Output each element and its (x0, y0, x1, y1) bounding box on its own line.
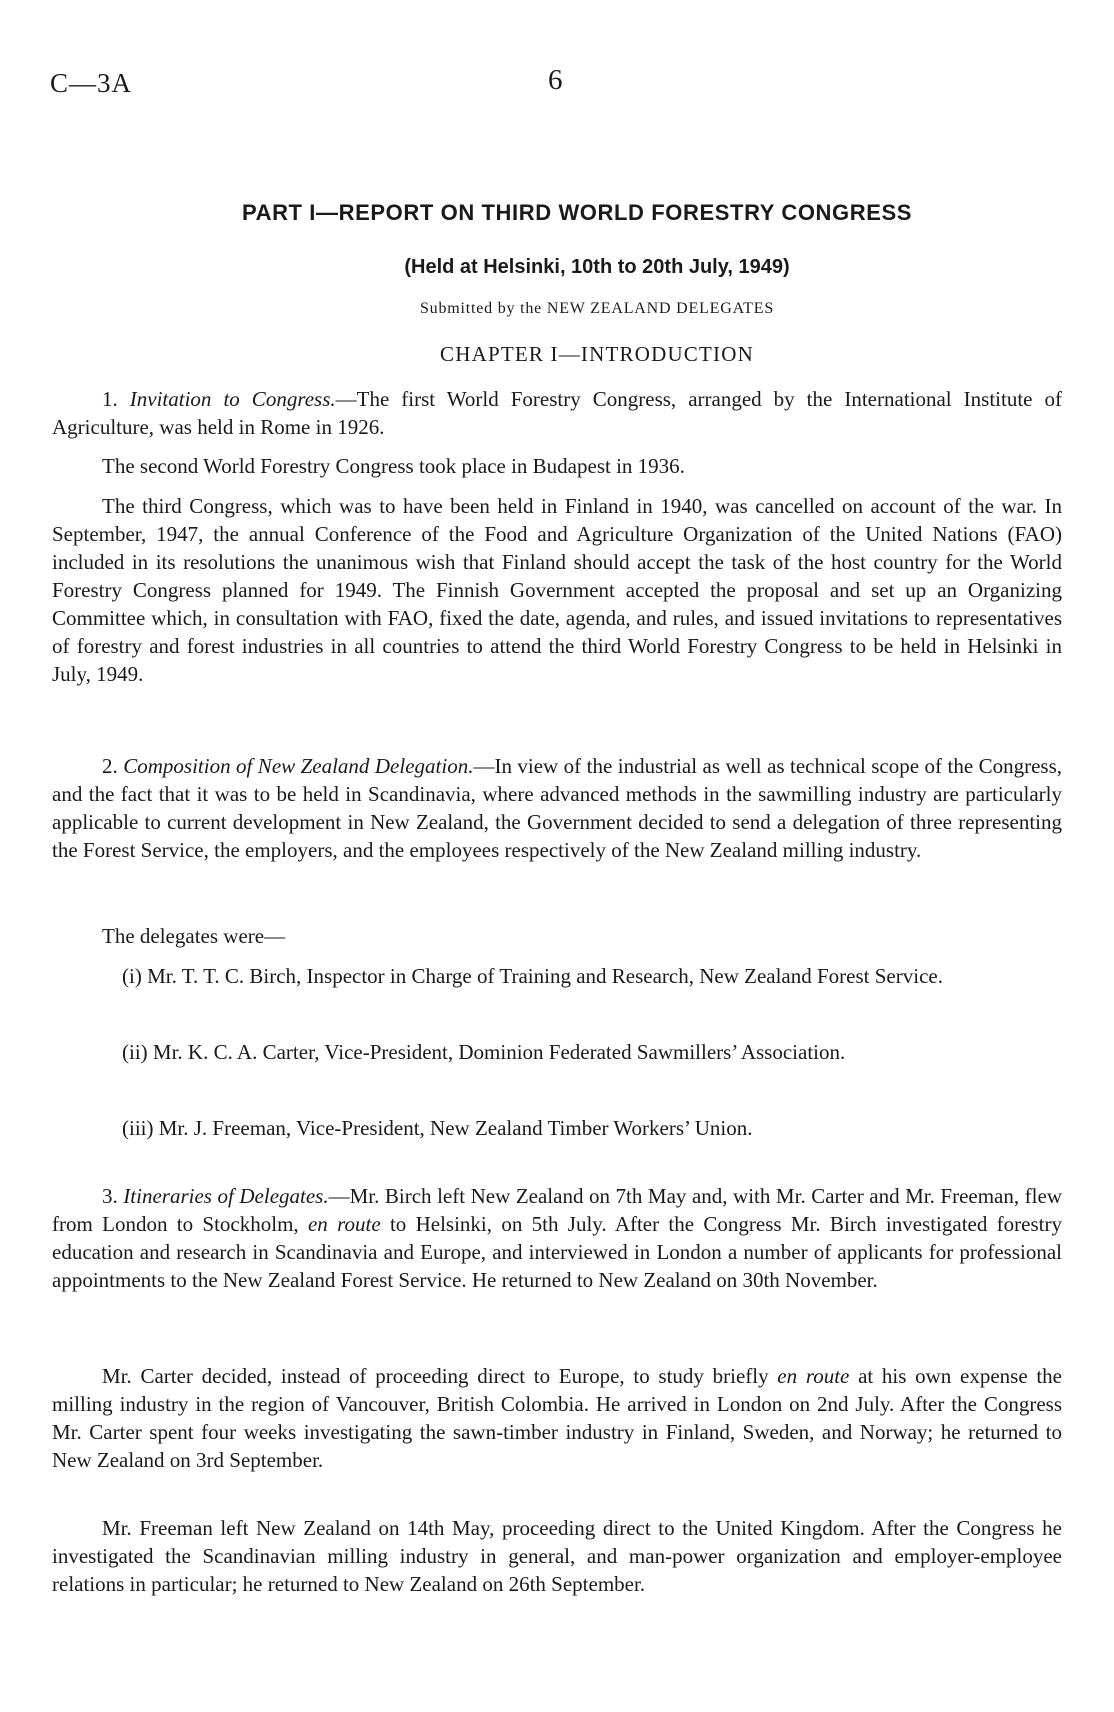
section-1-number: 1. (102, 387, 118, 411)
delegate-item (122, 1114, 1062, 1142)
section-3-p2-a: Mr. Carter decided, instead of proceeding direct to Europe, to study briefly (102, 1364, 778, 1388)
section-2-number: 2. (102, 754, 118, 778)
section-1-paragraph-2: The second World Forestry Congress took place in Budapest in 1936. (102, 454, 685, 478)
section-3-paragraph-3: Mr. Freeman left New Zealand on 14th May, proceeding direct to the United Kingdom. After the Congress he investigated the Scandinavian milling industry in general, and man-power organization and employer-employee relations in particular; he returned to New Zealand on 26th September. (52, 1516, 1062, 1596)
section-2-heading: Composition of New Zealand Delegation. (123, 754, 474, 778)
delegate-item (122, 1038, 1062, 1066)
en-route-italic: en route (307, 1212, 381, 1236)
section-3-paragraph-2 (52, 1362, 1062, 1474)
en-route-italic: en route (777, 1364, 850, 1388)
section-1-paragraph-3: The third Congress, which was to have been held in Finland in 1940, was cancelled on account of the war. In September, 1947, the annual Conference of the Food and Agriculture Organization of the United Nations (FAO) included in its resolutions the unanimous wish that Finland should accept the task of the host country for the World Forestry Congress planned for 1949. The Finnish Government accepted the proposal and set up an Organizing Committee which, in consultation with FAO, fixed the date, agenda, and rules, and issued invitations to representatives of forestry and forest industries in all countries to attend the third World Forestry Congress to be held in Helsinki in July, 1949. (52, 494, 1062, 686)
delegate-text: Mr. J. Freeman, Vice-President, New Zealand Timber Workers’ Union. (158, 1116, 753, 1140)
delegates-intro: The delegates were— (102, 924, 286, 948)
delegate-label: (iii) (122, 1116, 154, 1140)
section-2-paragraph (52, 752, 1062, 864)
section-2-text: —In view of the industrial as well as technical scope of the Congress, and the fact that it was to be held in Scandinavia, where advanced methods in the sawmilling industry are particularly applicable to current development in New Zealand, the Government decided to send a delegation of three representing the Forest Service, the employers, and the employees respectively of the New Zealand milling industry. (52, 754, 1063, 862)
chapter-heading: CHAPTER I—INTRODUCTION (440, 342, 754, 366)
submitted-line: Submitted by the NEW ZEALAND DELEGATES (419, 300, 775, 317)
delegate-label: (ii) (122, 1040, 148, 1064)
page-number: 6 (548, 64, 563, 96)
delegate-text: Mr. T. T. C. Birch, Inspector in Charge of Training and Research, New Zealand Forest Service. (147, 964, 943, 988)
document-reference: C—3A (50, 68, 133, 98)
held-subtitle: (Held at Helsinki, 10th to 20th July, 1949) (404, 256, 790, 278)
section-1-text: —The first World Forestry Congress, arranged by the International Institute of Agriculture, was held in Rome in 1926. (52, 387, 1062, 439)
section-1-paragraph (52, 385, 1062, 441)
section-3-paragraph (52, 1182, 1062, 1294)
section-3-text-a: —Mr. Birch left New Zealand on 7th May and, with Mr. Carter and Mr. Freeman, flew from London to Stockholm, (52, 1184, 1062, 1236)
section-3-heading: Itineraries of Delegates. (123, 1184, 329, 1208)
section-1-heading: Invitation to Congress. (129, 387, 336, 411)
section-3-p2-b: at his own expense the milling industry in the region of Vancouver, British Colombia. He arrived in London on 2nd July. After the Congress Mr. Carter spent four weeks investigating the sawn-timber industry in Finland, Sweden, and Norway; he returned to New Zealand on 3rd September. (52, 1364, 1062, 1472)
section-3-text-b: to Helsinki, on 5th July. After the Congress Mr. Birch investigated forestry education and research in Scandinavia and Europe, and interviewed in London a number of applicants for professional appointments to the New Zealand Forest Service. He returned to New Zealand on 30th November. (52, 1212, 1062, 1292)
part-title: PART I—REPORT ON THIRD WORLD FORESTRY CONGRESS (241, 200, 913, 225)
delegate-label: (i) (122, 964, 142, 988)
delegate-text: Mr. K. C. A. Carter, Vice-President, Dominion Federated Sawmillers’ Association. (152, 1040, 846, 1064)
delegate-item (122, 962, 1062, 990)
section-3-number: 3. (102, 1184, 118, 1208)
